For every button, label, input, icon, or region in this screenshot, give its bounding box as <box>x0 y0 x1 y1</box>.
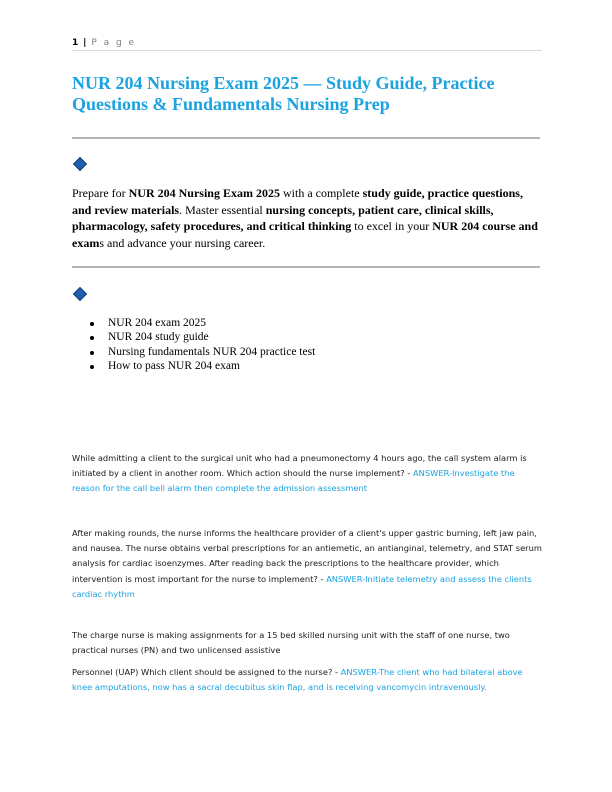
intro-text: Prepare for <box>72 186 129 200</box>
keyword-text: Nursing fundamentals NUR 204 practice test <box>108 345 316 358</box>
bullet-icon <box>90 351 94 355</box>
keyword-list <box>90 316 530 374</box>
document-title: NUR 204 Nursing Exam 2025 — Study Guide, Practice Questions & Fundamentals Nursing Prep <box>72 73 495 114</box>
list-item <box>90 330 530 344</box>
intro-text: with a complete <box>279 186 363 200</box>
bullet-icon <box>90 365 94 369</box>
intro-text: s and advance your nursing career. <box>99 235 266 250</box>
intro-bold: nursing concepts, patient care, clinical skills, pharmacology, safety procedures, and critical thinking <box>72 202 494 233</box>
question-text: Personnel (UAP) Which client should be assigned to the nurse? - <box>72 667 341 677</box>
keyword-text: NUR 204 exam 2025 <box>108 317 207 329</box>
qa-item-2 <box>72 526 542 602</box>
intro-text: . Master essential <box>179 202 266 217</box>
question-text: While admitting a client to the surgical unit who had a pneumonectomy 4 hours ago, the call system alarm is initiated by a client in another room. Which action should the nurse implement? - <box>72 453 527 479</box>
keyword-text: NUR 204 study guide <box>108 331 209 344</box>
intro-bold: study guide, practice questions, and review materials <box>72 186 523 217</box>
intro-paragraph <box>72 185 542 251</box>
question-text: After making rounds, the nurse informs the healthcare provider of a client's upper gastric burning, left jaw pain, and nausea. The nurse obtains verbal prescriptions for an antiemetic, an antianginal, telemetry, and STAT serum analysis for cardiac isoenzymes. After reading back the prescriptions to the healthcare provider, which intervention is most important for the nurse to implement? - <box>72 528 542 584</box>
question-text: The charge nurse is making assignments for a 15 bed skilled nursing unit with the staff of one nurse, two practical nurses (PN) and two unlicensed assistive <box>72 630 510 656</box>
page-separator: | <box>83 38 87 48</box>
bullet-icon <box>90 336 94 340</box>
list-item <box>90 316 530 330</box>
divider-rule <box>72 137 540 139</box>
intro-text: to excel in your <box>351 219 433 233</box>
bullet-icon <box>90 322 94 326</box>
qa-item-3 <box>72 665 542 695</box>
qa-item-1 <box>72 451 542 497</box>
page-header <box>72 36 542 51</box>
diamond-bullet-icon <box>73 157 87 171</box>
diamond-bullet-icon <box>73 287 87 301</box>
intro-bold: NUR 204 Nursing Exam 2025 <box>128 186 280 200</box>
divider-rule <box>72 266 540 268</box>
answer-text: ANSWER-Initiate telemetry and assess the clients cardiac rhythm <box>72 573 532 599</box>
intro-bold: NUR 204 course and exam <box>72 219 538 250</box>
list-item <box>90 359 530 373</box>
qa-item-3-intro <box>72 628 542 658</box>
answer-text: ANSWER-Investigate the reason for the call bell alarm then complete the admission assessment <box>72 468 515 494</box>
answer-text: ANSWER-The client who had bilateral above knee amputations, now has a sacral decubitus skin flap, and is receiving vancomycin intravenously. <box>72 667 523 693</box>
keyword-text: How to pass NUR 204 exam <box>108 360 240 373</box>
page-label: P a g e <box>91 38 137 48</box>
list-item <box>90 345 530 359</box>
page-number: 1 <box>72 38 79 48</box>
